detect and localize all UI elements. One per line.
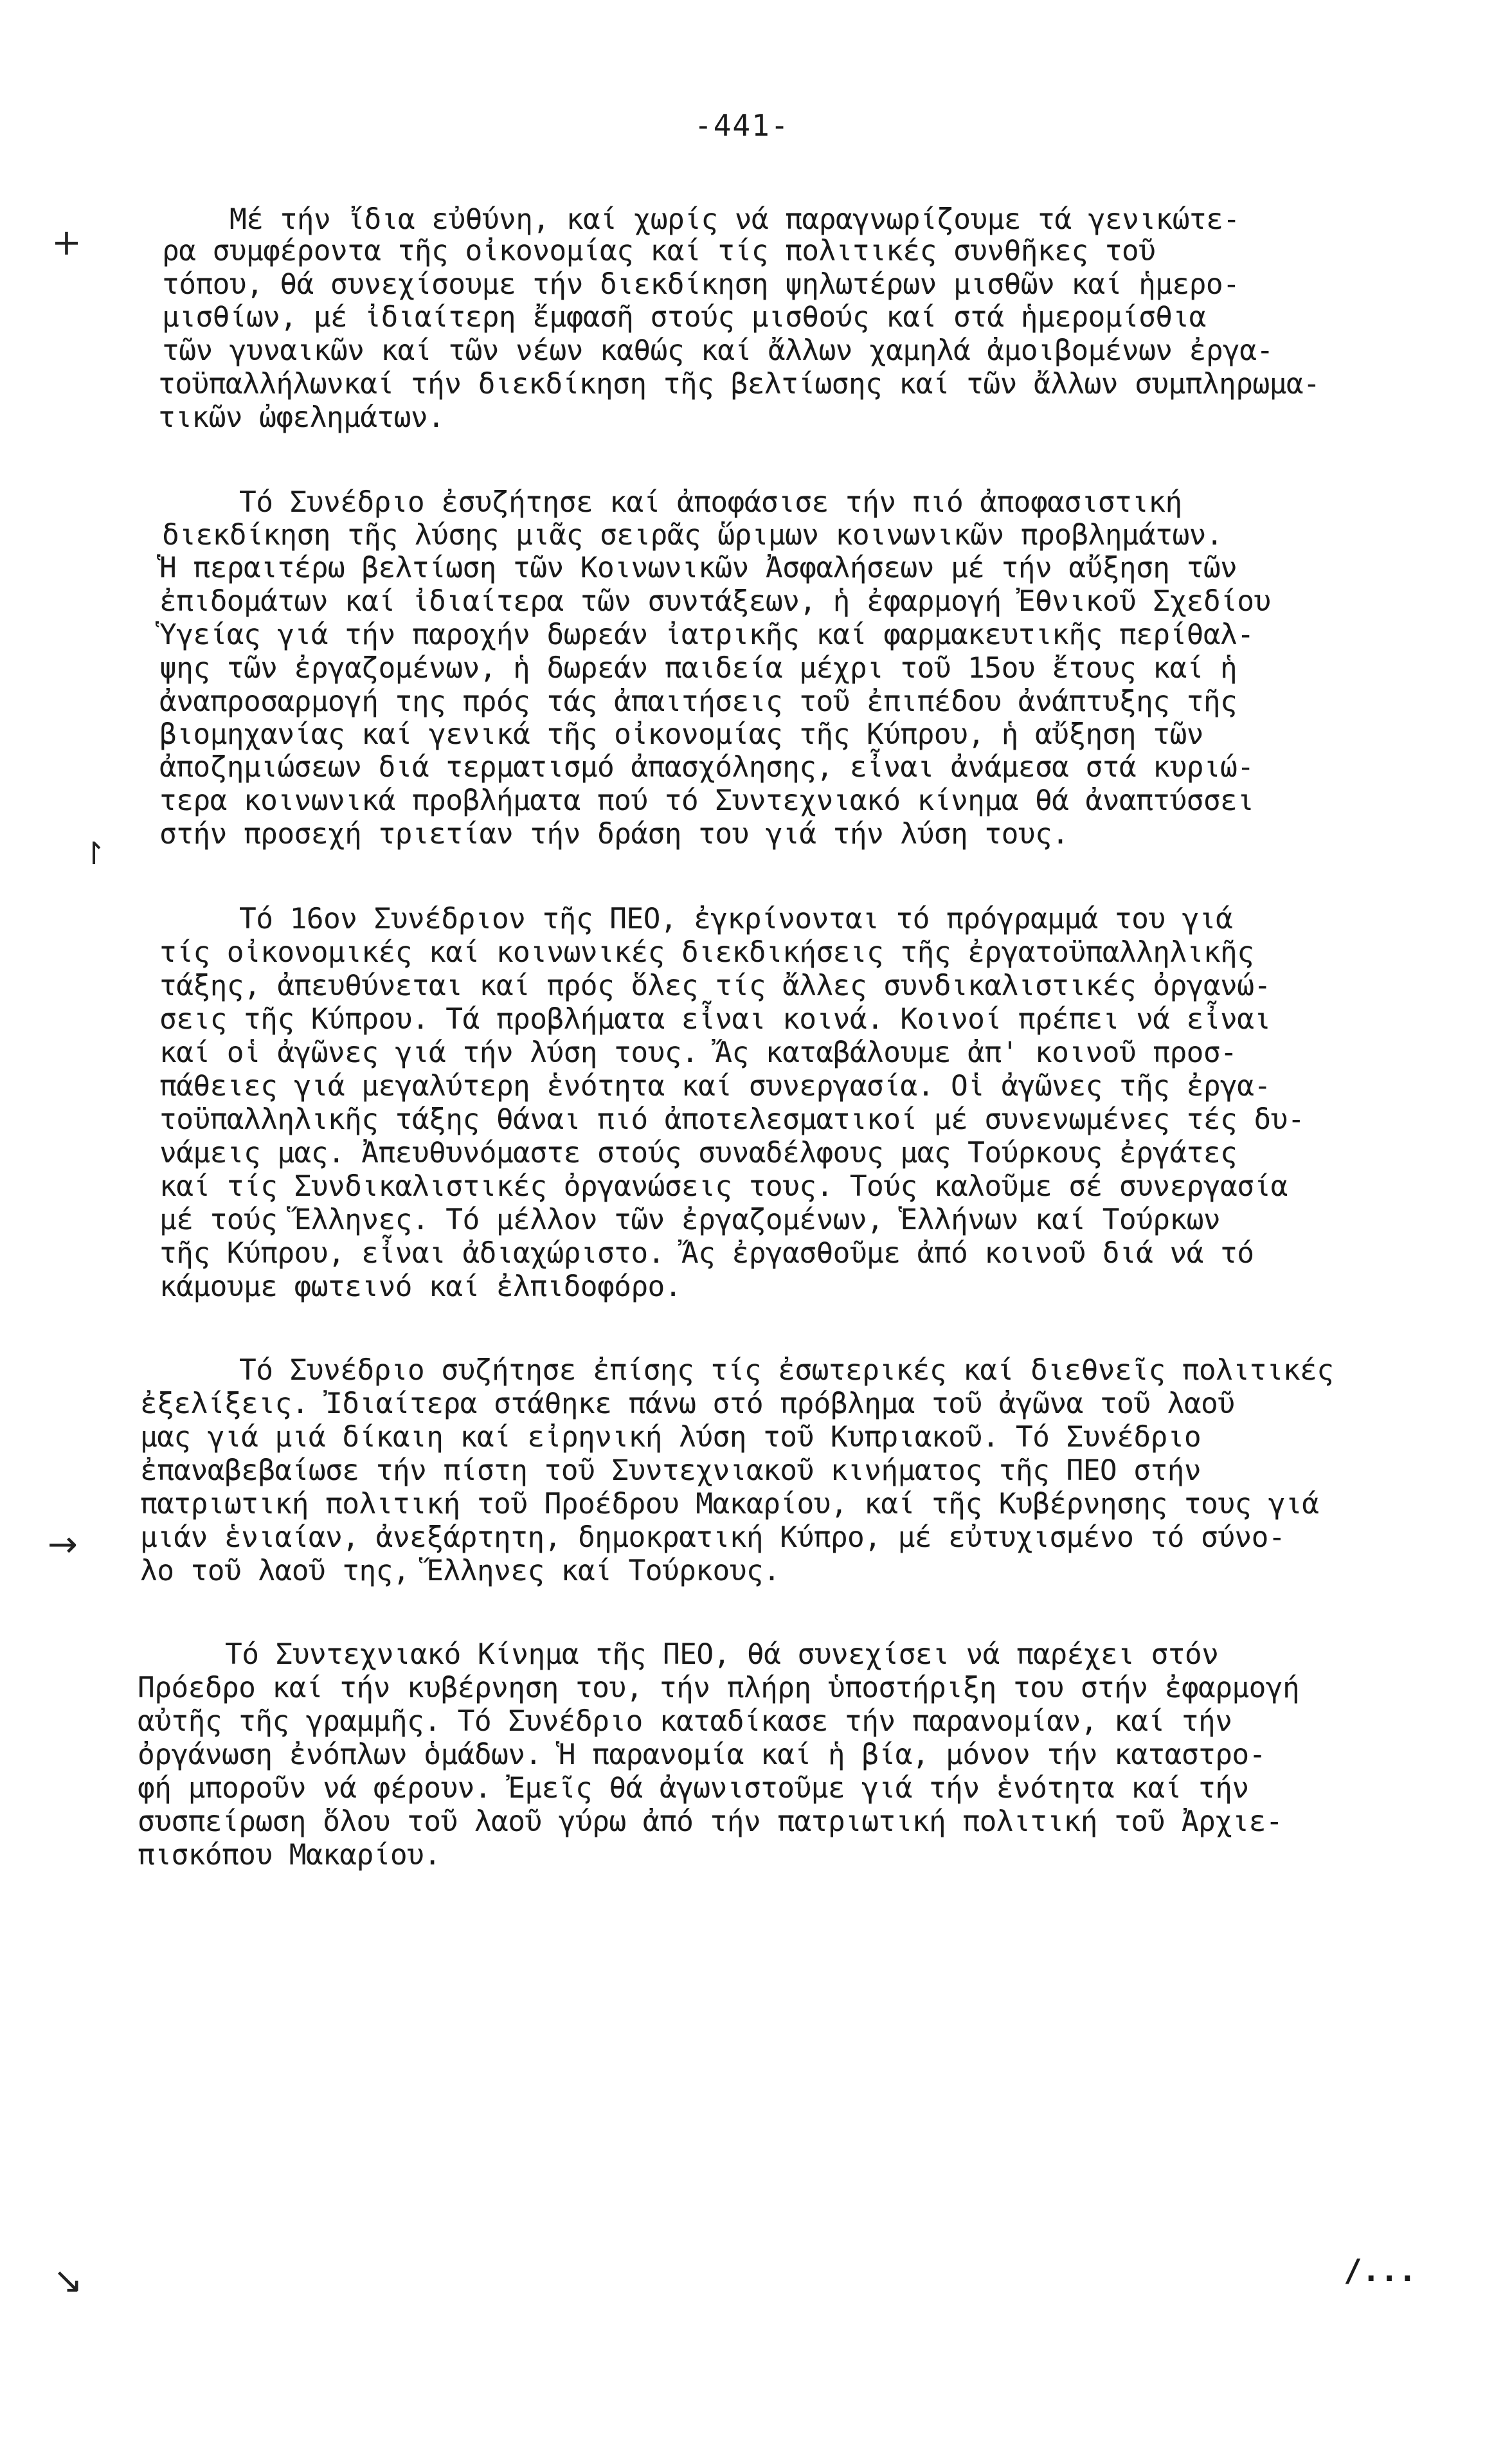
text-line: Τό Συνέδριο συζήτησε ἐπίσης τίς ἐσωτερικές καί διεθνεῖς πολιτικές [239,1354,1334,1387]
margin-arrow-mark: → [48,1524,78,1565]
text-line: μιάν ἑνιαίαν, ἀνεξάρτητη, δημοκρατική Κύπρο, μέ εὐτυχισμένο τό σύνο- [140,1521,1286,1554]
text-line: φή μποροῦν νά φέρουν. Ἐμεῖς θά ἀγωνιστοῦμε γιά τήν ἑνότητα καί τήν [138,1772,1249,1805]
text-line: Ὑγείας γιά τήν παροχήν δωρεάν ἰατρικῆς καί φαρμακευτικῆς περίθαλ- [159,618,1254,651]
text-line: μας γιά μιά δίκαιη καί εἰρηνική λύση τοῦ Κυπριακοῦ. Τό Συνέδριο [140,1421,1202,1454]
text-line: ψης τῶν ἐργαζομένων, ἡ δωρεάν παιδεία μέχρι τοῦ 15ου ἔτους καί ἡ [159,652,1238,685]
text-line: ἐπαναβεβαίωσε τήν πίστη τοῦ Συντεχνιακοῦ κινήματος τῆς ΠΕΟ στήν [140,1454,1202,1487]
text-line: κάμουμε φωτεινό καί ἐλπιδοφόρο. [159,1270,681,1303]
continuation-mark: /... [1344,2253,1417,2289]
text-line: ἐπιδομάτων καί ἰδιαίτερα τῶν συντάξεων, ἡ ἐφαρμογή Ἐθνικοῦ Σχεδίου [159,585,1271,618]
text-line: νάμεις μας. Ἀπευθυνόμαστε στούς συναδέλφους μας Τούρκους ἐργάτες [159,1137,1238,1169]
text-line: Μέ τήν ἴδια εὐθύνη, καί χωρίς νά παραγνωρίζουμε τά γενικώτε- [230,203,1240,236]
text-line: Τό 16ον Συνέδριον τῆς ΠΕΟ, ἐγκρίνονται τό πρόγραμμά του γιά [239,903,1233,935]
margin-hook-mark: ↾ [81,836,107,872]
margin-tick-mark: ↘ [53,2260,83,2302]
text-line: Ἡ περαιτέρω βελτίωση τῶν Κοινωνικῶν Ἀσφαλήσεων μέ τήν αὔξηση τῶν [159,552,1238,584]
text-line: λο τοῦ λαοῦ της, Ἕλληνες καί Τούρκους. [140,1555,780,1587]
text-line: πατριωτική πολιτική τοῦ Προέδρου Μακαρίου, καί τῆς Κυβέρνησης τους γιά [140,1488,1319,1520]
text-line: βιομηχανίας καί γενικά τῆς οἰκονομίας τῆς Κύπρου, ἡ αὔξηση τῶν [159,718,1203,751]
text-line: καί οἱ ἀγῶνες γιά τήν λύση τους. Ἄς καταβάλουμε ἀπ' κοινοῦ προσ- [159,1036,1238,1069]
text-line: τῶν γυναικῶν καί τῶν νέων καθώς καί ἄλλων χαμηλά ἀμοιβομένων ἐργα- [162,334,1274,367]
text-line: ρα συμφέροντα τῆς οἰκονομίας καί τίς πολιτικές συνθῆκες τοῦ [162,235,1156,267]
text-line: τοϋπαλλήλωνκαί τήν διεκδίκηση τῆς βελτίωσης καί τῶν ἄλλων συμπληρωμα- [158,368,1320,401]
text-line: ἀναπροσαρμογή της πρός τάς ἀπαιτήσεις τοῦ ἐπιπέδου ἀνάπτυξης τῆς [159,685,1238,718]
text-line: πισκόπου Μακαρίου. [138,1839,441,1872]
text-line: τῆς Κύπρου, εἶναι ἀδιαχώριστο. Ἄς ἐργασθοῦμε ἀπό κοινοῦ διά νά τό [159,1237,1254,1270]
text-line: συσπείρωση ὅλου τοῦ λαοῦ γύρω ἀπό τήν πατριωτική πολιτική τοῦ Ἀρχιε- [138,1805,1283,1838]
text-line: ἀποζημιώσεων διά τερματισμό ἀπασχόλησης, εἶναι ἀνάμεσα στά κυριώ- [159,751,1254,784]
text-line: Τό Συνέδριο ἐσυζήτησε καί ἀποφάσισε τήν πιό ἀποφασιστική [239,486,1182,519]
page-number: -441- [694,108,790,143]
text-line: τόπου, θά συνεχίσουμε τήν διεκδίκηση ψηλωτέρων μισθῶν καί ἡμερο- [162,268,1240,301]
text-line: ὀργάνωση ἐνόπλων ὁμάδων. Ἡ παρανομία καί ἡ βία, μόνον τήν καταστρο- [138,1738,1266,1771]
margin-cross-mark: + [51,222,82,264]
text-line: σεις τῆς Κύπρου. Τά προβλήματα εἶναι κοινά. Κοινοί πρέπει νά εἶναι [159,1003,1271,1036]
text-line: πάθειες γιά μεγαλύτερη ἑνότητα καί συνεργασία. Οἱ ἀγῶνες τῆς ἐργα- [159,1070,1271,1103]
text-line: Πρόεδρο καί τήν κυβέρνηση του, τήν πλήρη ὑποστήριξη του στήν ἐφαρμογή [138,1672,1300,1704]
text-line: τάξης, ἀπευθύνεται καί πρός ὅλες τίς ἄλλες συνδικαλιστικές ὀργανώ- [159,970,1271,1002]
text-line: στήν προσεχή τριετίαν τήν δράση του γιά τήν λύση τους. [159,818,1069,851]
text-line: Τό Συντεχνιακό Κίνημα τῆς ΠΕΟ, θά συνεχίσει νά παρέχει στόν [225,1638,1219,1671]
text-line: τικῶν ὠφελημάτων. [158,401,445,434]
text-line: μισθίων, μέ ἰδιαίτερη ἔμφασῆ στούς μισθούς καί στά ἡμερομίσθια [162,301,1206,334]
text-line: μέ τούς Ἕλληνες. Τό μέλλον τῶν ἐργαζομένων, Ἑλλήνων καί Τούρκων [159,1204,1221,1236]
text-line: ἐξελίξεις. Ἰδιαίτερα στάθηκε πάνω στό πρόβλημα τοῦ ἀγῶνα τοῦ λαοῦ [140,1387,1235,1420]
text-line: αὐτῆς τῆς γραμμῆς. Τό Συνέδριο καταδίκασε τήν παρανομίαν, καί τήν [138,1705,1232,1738]
text-line: τοϋπαλληλικῆς τάξης θάναι πιό ἀποτελεσματικοί μέ συνενωμένες τές δυ- [159,1103,1305,1136]
text-line: τερα κοινωνικά προβλήματα πού τό Συντεχνιακό κίνημα θά ἀναπτύσσει [159,784,1254,817]
text-line: διεκδίκηση τῆς λύσης μιᾶς σειρᾶς ὥριμων κοινωνικῶν προβλημάτων. [162,519,1223,552]
text-line: τίς οἰκονομικές καί κοινωνικές διεκδικήσεις τῆς ἐργατοϋπαλληλικῆς [159,936,1254,969]
text-line: καί τίς Συνδικαλιστικές ὀργανώσεις τους. Τούς καλοῦμε σέ συνεργασία [159,1170,1288,1203]
